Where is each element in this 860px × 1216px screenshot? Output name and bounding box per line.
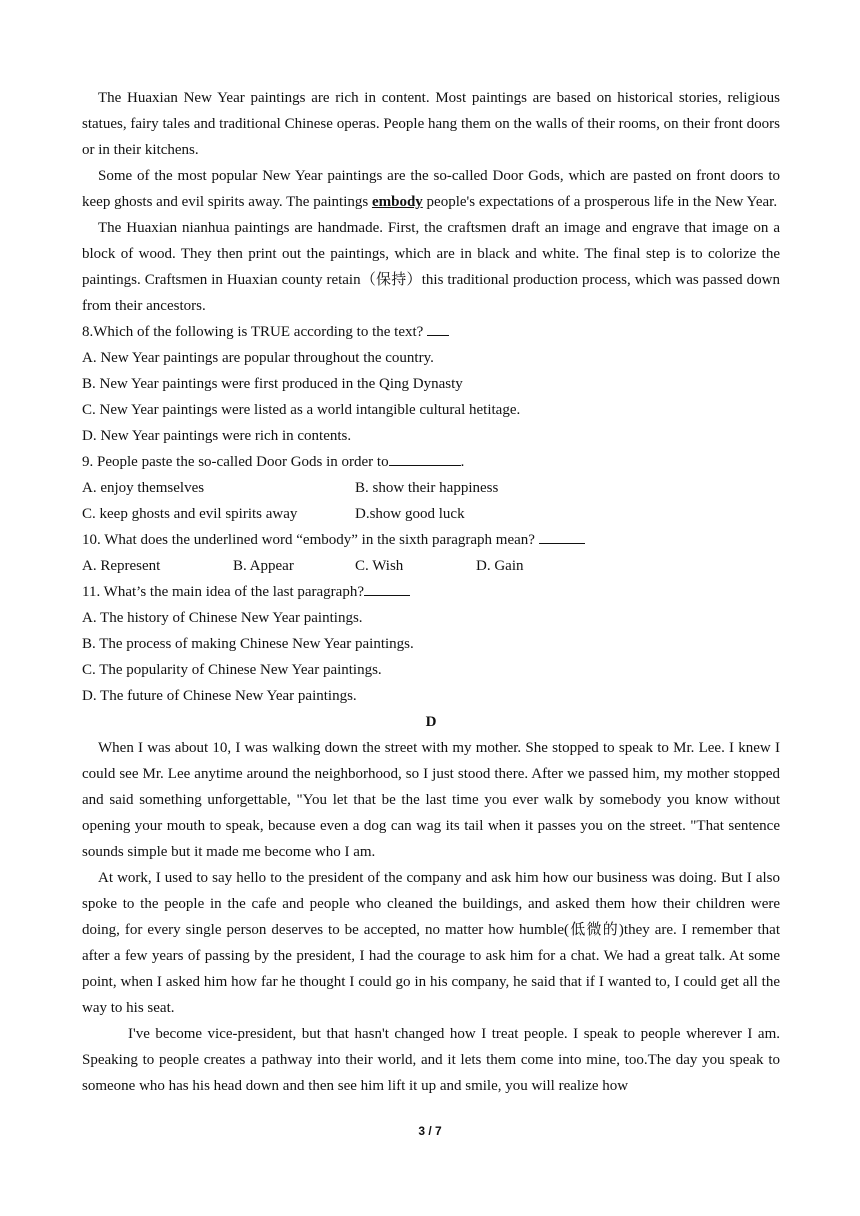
- question-9-options-row-2: [82, 501, 780, 527]
- question-11-option-a: A. The history of Chinese New Year paintings.: [82, 610, 363, 626]
- question-9-stem: [82, 449, 780, 475]
- question-9-option-c: C. keep ghosts and evil spirits away: [82, 506, 298, 522]
- question-9-option-b: B. show their happiness: [355, 480, 499, 496]
- passage-d-paragraph-3: I've become vice-president, but that hasn't changed how I treat people. I speak to people wherever I am. Speaking to people creates a pathway into their world, and it lets them come into mine, too.The day you speak to someone who has his head down and then see him lift it up and smile, you will realize how: [82, 1026, 780, 1094]
- question-text: 11. What’s the main idea of the last paragraph?: [82, 584, 364, 600]
- passage-d-paragraph-1: When I was about 10, I was walking down the street with my mother. She stopped to speak to Mr. Lee. I knew I could see Mr. Lee anytime around the neighborhood, so I just stood there. After we passed him, my mother stopped and said something unforgettable, "You let that be the last time you ever walk by somebody you know without opening your mouth to speak, because even a dog can wag its tail when it passes you on the street. "That sentence sounds simple but it made me become who I am.: [82, 740, 780, 860]
- paragraph-text: people's expectations of a prosperous life in the New Year.: [422, 194, 778, 210]
- passage-c-paragraph-3: The Huaxian nianhua paintings are handmade. First, the craftsmen draft an image and engrave that image on a block of wood. They then print out the paintings, which are in black and white. The final step is to colorize the paintings. Craftsmen in Huaxian county retain（保持）this traditional production process, which was passed down from their ancestors.: [82, 220, 780, 314]
- question-10-option-a: A. Represent: [82, 558, 161, 574]
- question-8-option-c: C. New Year paintings were listed as a world intangible cultural hetitage.: [82, 402, 521, 418]
- document-page: [82, 85, 780, 1099]
- question-11-option-b: B. The process of making Chinese New Year paintings.: [82, 636, 414, 652]
- question-11-option-d: D. The future of Chinese New Year paintings.: [82, 688, 357, 704]
- question-10-option-c: C. Wish: [355, 558, 404, 574]
- paragraph-text: Some of the most popular New Year paintings are the so-called Door Gods, which are pasted on front doors to keep ghosts and evil spirits away. The paintings: [82, 168, 780, 210]
- question-text-end: .: [460, 454, 465, 470]
- passage-d-paragraph-2: At work, I used to say hello to the president of the company and ask him how our business was doing. But I also spoke to the people in the cafe and people who cleaned the buildings, and asked them how their children were doing, for every single person deserves to be accepted, no matter how humble(低微的)they are. I remember that after a few years of passing by the president, I had the courage to ask him for a chat. We had a great talk. At some point, when I asked him how far he thought I could go in his company, he said that if I wanted to, I could get all the way to his seat.: [82, 870, 780, 1016]
- question-8-option-d: D. New Year paintings were rich in contents.: [82, 428, 352, 444]
- answer-blank: [364, 579, 410, 596]
- question-10-option-d: D. Gain: [476, 558, 524, 574]
- question-text: 9. People paste the so-called Door Gods in order to: [82, 454, 389, 470]
- question-text: 8.Which of the following is TRUE according to the text?: [82, 324, 428, 340]
- question-8-option-b: B. New Year paintings were first produced in the Qing Dynasty: [82, 376, 463, 392]
- answer-blank: [389, 449, 461, 466]
- question-10-stem: [82, 527, 780, 553]
- question-10-option-b: B. Appear: [233, 558, 294, 574]
- question-9-option-a: A. enjoy themselves: [82, 480, 205, 496]
- question-8-stem: [82, 319, 780, 345]
- passage-d-heading: D: [425, 714, 437, 730]
- page-number: 3 / 7: [418, 1124, 442, 1138]
- question-text: 10. What does the underlined word “embody” in the sixth paragraph mean?: [82, 532, 539, 548]
- question-11-option-c: C. The popularity of Chinese New Year paintings.: [82, 662, 382, 678]
- question-8-option-a: A. New Year paintings are popular throughout the country.: [82, 350, 434, 366]
- underlined-word-embody: embody: [371, 194, 423, 210]
- passage-c-paragraph-1: The Huaxian New Year paintings are rich in content. Most paintings are based on historical stories, religious statues, fairy tales and traditional Chinese operas. People hang them on the walls of their rooms, on their front doors or in their kitchens.: [82, 90, 780, 158]
- question-10-options-row: [82, 553, 780, 579]
- answer-blank: [539, 527, 585, 544]
- answer-blank: [427, 319, 449, 336]
- question-11-stem: [82, 579, 780, 605]
- question-9-options-row-1: [82, 475, 780, 501]
- passage-c-paragraph-2: [82, 163, 780, 215]
- question-9-option-d: D.show good luck: [355, 506, 465, 522]
